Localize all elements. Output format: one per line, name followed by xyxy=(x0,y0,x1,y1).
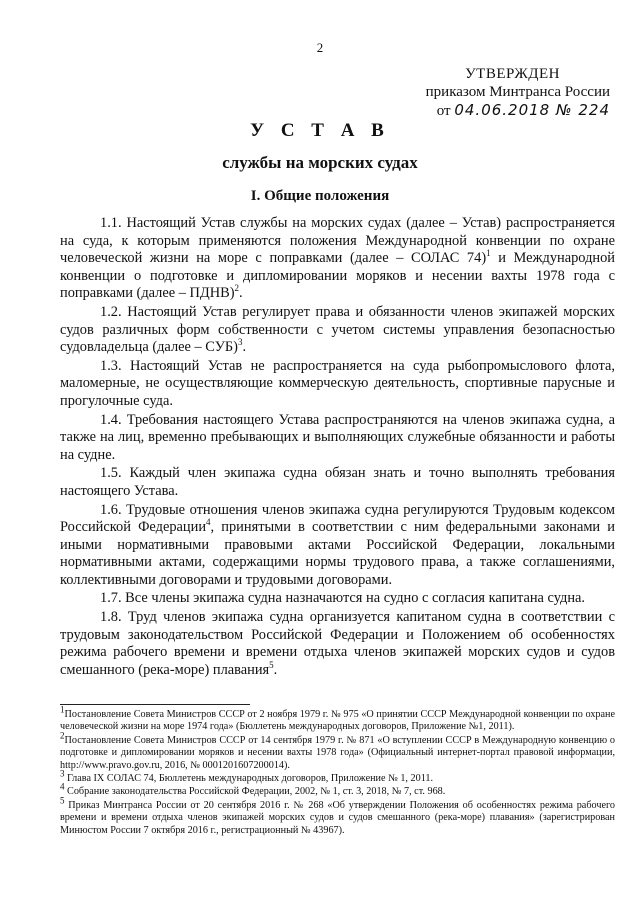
footnote-3: $^3$ Глава IX СОЛАС 74, Бюллетень международных договоров, Приложение № 1, 2011. xyxy=(60,768,434,785)
handwritten-date-number: 04.06.2018 № 224 xyxy=(454,101,610,119)
paragraph-1-3: 1.3. Настоящий Устав не распространяется на суда рыбопромыслового флота, маломерные, не осуществляющие коммерческую деятельность, спортивные парусные и прогулочные суда. xyxy=(60,357,615,409)
paragraph-1-6: 1.6. Трудовые отношения членов экипажа судна регулируются Трудовым кодексом Российской Федерации$^4$, принятыми в соответствии с ним федеральными законами и иными нормативными правовыми актами Российской Федерации, локальными нормативными актами, содержащими нормы трудового права, а также соглашениями, коллективными договорами и трудовыми договорами. xyxy=(60,501,615,588)
paragraph-1-7: 1.7. Все члены экипажа судна назначаются на судно с согласия капитана судна. xyxy=(100,590,586,607)
approval-stamp xyxy=(410,65,610,120)
approval-date-prefix: от xyxy=(436,103,451,119)
footnote-4: $^4$ Собрание законодательства Российской Федерации, 2002, № 1, ст. 3, 2018, № 7, ст. 968. xyxy=(60,782,446,798)
footnote-divider xyxy=(60,704,250,705)
approval-order-line: приказом Минтранса России xyxy=(425,84,610,100)
approval-title: УТВЕРЖДЕН xyxy=(465,66,560,82)
body-text xyxy=(60,215,615,680)
footnote-5: $^5$ Приказ Минтранса России от 20 сентября 2016 г. № 268 «Об утверждении Положения об особенностях режима рабочего времени и времени отдыха членов экипажей морских судов и судов смешанного (река-море) плавания» (зарегистрирован Минюстом России 7 октября 2016 г., регистрационный № 43967). xyxy=(60,795,615,836)
approval-date-line xyxy=(410,101,610,120)
document-subtitle: службы на морских судах xyxy=(222,153,418,172)
section-heading: I. Общие положения xyxy=(250,188,390,204)
paragraph-1-2: 1.2. Настоящий Устав регулирует права и обязанности членов экипажей морских судов различных форм собственности с учетом системы управления безопасностью судовладельца (далее – СУБ)$^3$. xyxy=(60,303,615,356)
paragraph-1-1: 1.1. Настоящий Устав службы на морских судах (далее – Устав) распространяется на суда, к которым применяются положения Международной конвенции по охране человеческой жизни на море с поправками (далее – СОЛАС 74)$^1$ и Международной конвенции о подготовке и дипломировании моряков и несении вахты 1978 года с поправками (далее – ПДНВ)$^2$. xyxy=(60,215,615,302)
paragraph-1-8: 1.8. Труд членов экипажа судна организуется капитаном судна в соответствии с трудовым законодательством Российской Федерации и Положением об особенностях режима рабочего времени и времени отдыха членов экипажей морских судов и судов смешанного (река-море) плавания$^5$. xyxy=(60,609,615,678)
paragraph-1-5: 1.5. Каждый член экипажа судна обязан знать и точно выполнять требования настоящего Устава. xyxy=(60,465,615,499)
paragraph-1-4: 1.4. Требования настоящего Устава распространяются на членов экипажа судна, а также на лиц, временно пребывающих и выполняющих служебные обязанности и работы на судне. xyxy=(60,411,615,463)
footnotes xyxy=(60,704,615,838)
footnote-2: $^2$Постановление Совета Министров СССР от 14 сентября 1979 г. № 871 «О вступлении СССР в Международную конвенцию о подготовке и дипломировании моряков и несении вахты 1978 года» (Официальный интернет-портал правовой информации, http://www.pravo.gov.ru, 2016, № 0001201607200014). xyxy=(60,730,615,771)
document-title: У С Т А В xyxy=(250,120,390,141)
footnote-1: $^1$Постановление Совета Министров СССР от 2 ноября 1979 г. № 975 «О принятии СССР Международной конвенции по охране человеческой жизни на море 1974 года» (Бюллетень международных договоров, Приложение №1, 2011). xyxy=(60,704,615,733)
page-number: 2 xyxy=(316,40,324,55)
